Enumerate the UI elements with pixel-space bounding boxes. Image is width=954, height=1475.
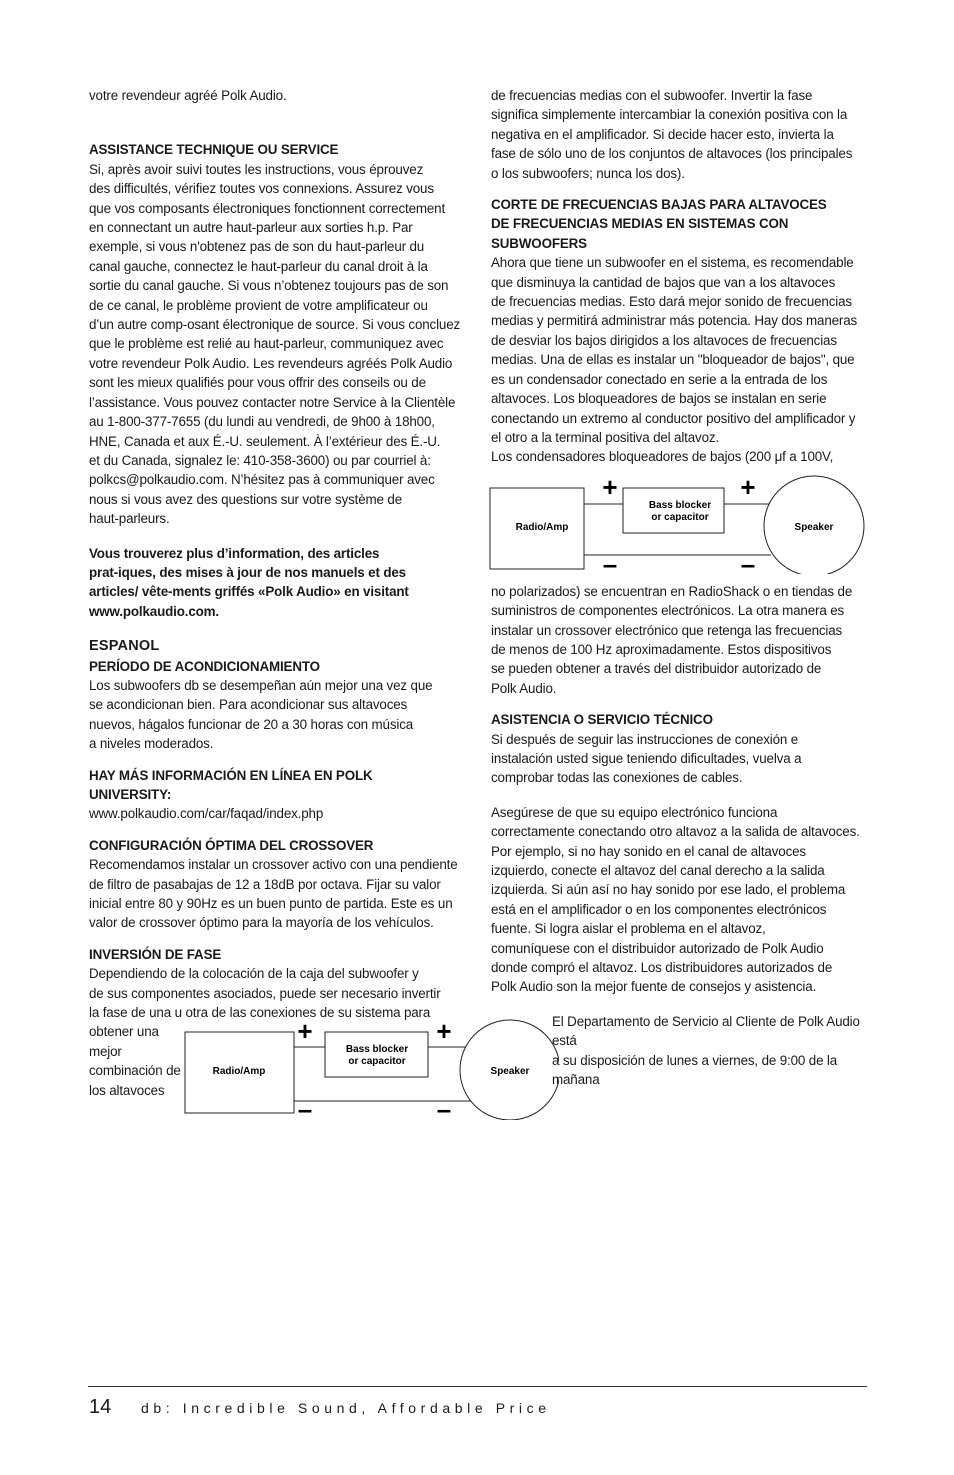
- customer-service-paragraph: El Departamento de Servicio al Cliente de Polk Audio está a su disposición de lunes a viernes, de 9:00 de la mañana: [552, 1014, 860, 1088]
- es-service-paragraph: Si después de seguir las instrucciones de conexión e instalación usted sigue teniendo dificultades, vuelva a comprobar todas las conexiones de cables.: [491, 731, 802, 786]
- blocker-label-2: or capacitor: [348, 1056, 406, 1067]
- es-service-paragraph-2: Asegúrese de que su equipo electrónico funciona correctamente conectando otro altavoz a la salida de altavoces. Por ejemplo, si no hay sonido en el canal de altavoces izquierdo, conecte el altavoz del canal derecho a la salida izquierda. Si aún así no hay sonido por ese lado, el problema está en el amplificador o en los componentes electrónicos fuente. Si logra aislar el problema en el altavoz, comuníquese con el distribuidor autorizado de Polk Audio donde compró el altavoz. Los distribuidores autorizados de Polk Audio son la mejor fuente de consejos y asistencia.: [491, 804, 860, 995]
- crossover-paragraph: Recomendamos instalar un crossover activo con una pendiente de filtro de pasabajas de 12 a 18dB por octava. Fijar su valor inicial entre 80 y 90Hz es un buen punto de partida. Este es un valor de crossover óptimo para la mayoría de los vehículos.: [89, 857, 458, 931]
- speaker-label: Speaker: [794, 522, 834, 533]
- after-diagram-paragraph: no polarizados) se encuentran en RadioShack o en tiendas de suministros de componentes electrónicos. La otra manera es instalar un crossover electrónico que retenga las frecuencias de menos de 100 Hz aproximadamente. Estos dispositivos se pueden obtener a través del distribuidor autorizado de Polk Audio.: [491, 583, 853, 696]
- fr-service-paragraph: Si, après avoir suivi toutes les instructions, vous éprouvez des difficultés, vérifiez toutes vos connexions. Assurez vous que vos composants électroniques fonctionnent correctement en connectant un autre haut-parleur aux sorties h.p. Par exemple, si vous n'obtenez pas de son du haut-parleur du canal gauche, connectez le haut-parleur du canal droit à la sortie du canal gauche. Si vous n’obtenez toujours pas de son de ce canal, le problème provient de votre amplificateur ou d’un autre comp-osant électronique de source. Si vous concluez que le problème est relié au haut-parleur, communiquez avec votre revendeur Polk Audio. Les revendeurs agréés Polk Audio sont les mieux qualifiés pour vous offrir des conseils ou de l’assistance. Vous pouvez contacter notre Service à la Clientèle au 1-800-377-7655 (du lundi au vendredi, de 9h00 à 18h00, HNE, Canada et aux É.-U. seulement. À l’extérieur des É.-U. et du Canada, signalez le: 410-358-3600) ou par courriel à: polkcs@polkaudio.com. N’hésitez pas à communiquer avec nous si vous avez des questions sur votre système de haut-parleurs.: [89, 161, 461, 527]
- plus-sign-right: +: [436, 1018, 452, 1046]
- footer-divider: [88, 1386, 867, 1387]
- break-in-paragraph: Los subwoofers db se desempeñan aún mejor una vez que se acondicionan bien. Para acondicionar sus altavoces nuevos, hágalos funcionar de 20 a 30 horas con música a niveles moderados.: [89, 677, 433, 752]
- plus-sign-left: +: [297, 1018, 313, 1046]
- phase-wiring-diagram: [184, 1018, 559, 1120]
- plus-sign-left: +: [602, 474, 618, 502]
- bass-block-heading: CORTE DE FRECUENCIAS BAJAS PARA ALTAVOCES DE FRECUENCIAS MEDIAS EN SISTEMAS CON SUBWOOFERS: [491, 197, 827, 251]
- phase-wrap-text: obtener una mejor combinación de los altavoces: [89, 1024, 181, 1098]
- blocker-label-1: Bass blocker: [648, 500, 712, 511]
- fr-service-heading: ASSISTANCE TECHNIQUE OU SERVICE: [89, 142, 339, 158]
- phase-paragraph: Dependiendo de la colocación de la caja del subwoofer y de sus componentes asociados, puede ser necesario invertir la fase de una u otra de las conexiones de su sistema para: [89, 966, 441, 1021]
- blocker-label-2: or capacitor: [651, 512, 709, 523]
- phase-heading: INVERSIÓN DE FASE: [89, 946, 222, 962]
- minus-sign-left: –: [602, 549, 618, 574]
- page-number: 14: [89, 1396, 112, 1418]
- minus-sign-right: –: [740, 549, 756, 574]
- espanol-heading: ESPANOL: [89, 638, 160, 655]
- es-service-heading: ASISTENCIA O SERVICIO TÉCNICO: [491, 712, 713, 728]
- minus-sign-left: –: [297, 1094, 313, 1120]
- online-heading: HAY MÁS INFORMACIÓN EN LÍNEA EN POLK UNIVERSITY:: [89, 767, 373, 802]
- blocker-label-1: Bass blocker: [345, 1044, 409, 1055]
- amp-label: Radio/Amp: [212, 1066, 266, 1077]
- fr-more-info-paragraph: Vous trouverez plus d’information, des articles prat-iques, des mises à jour de nos manuels et des articles/ vête-ments griffés «Polk Audio» en visitant www.polkaudio.com.: [89, 545, 409, 619]
- bass-block-paragraph: Ahora que tiene un subwoofer en el sistema, es recomendable que disminuya la cantidad de bajos que van a los altavoces de frecuencias medias. Esto dará mejor sonido de frecuencias medias y permitirá administrar más potencia. Hay dos maneras de desviar los bajos dirigidos a los altavoces de frecuencias medias. Una de ellas es instalar un "bloqueador de bajos", que es un condensador conectado en serie a la entrada de los altavoces. Los bloqueadores de bajos se instalan en serie conectando un extremo al conductor positivo del amplificador y el otro a la terminal positiva del altavoz. Los condensadores bloqueadores de bajos (200 μf a 100V,: [491, 255, 858, 465]
- crossover-heading: CONFIGURACIÓN ÓPTIMA DEL CROSSOVER: [89, 837, 374, 853]
- minus-sign-right: –: [436, 1094, 452, 1120]
- left-column: [89, 86, 469, 1100]
- bass-blocker-wiring-diagram: [489, 474, 867, 574]
- intro-line: votre revendeur agréé Polk Audio.: [89, 88, 287, 103]
- phase-continued-paragraph: de frecuencias medias con el subwoofer. Invertir la fase significa simplemente intercambiar la conexión positiva con la negativa en el amplificador. Si decide hacer esto, invierta la fase de sólo uno de los conjuntos de altavoces (los principales o los subwoofers; nunca los dos).: [491, 88, 853, 181]
- plus-sign-right: +: [740, 474, 756, 502]
- break-in-heading: PERÍODO DE ACONDICIONAMIENTO: [89, 658, 320, 674]
- online-url: www.polkaudio.com/car/faqad/index.php: [89, 806, 324, 822]
- speaker-label: Speaker: [490, 1066, 530, 1077]
- amp-label: Radio/Amp: [515, 522, 569, 533]
- footer-title: db: Incredible Sound, Affordable Price: [141, 1400, 551, 1416]
